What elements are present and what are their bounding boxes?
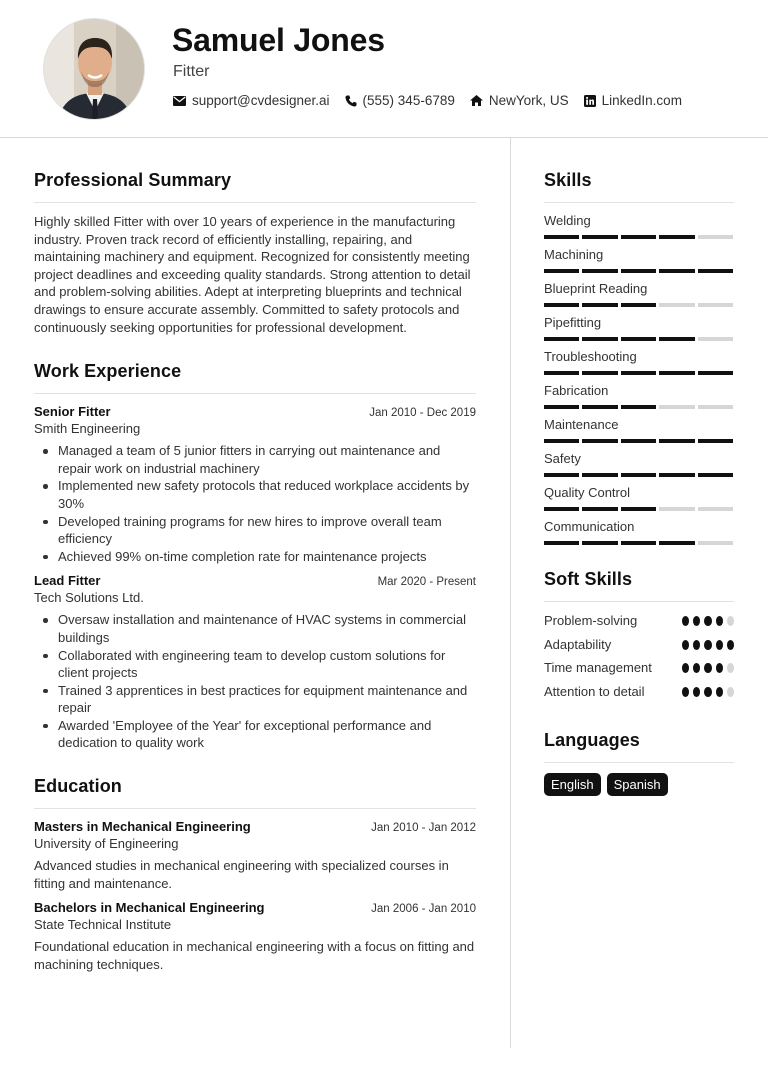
skill-level-segment	[698, 541, 733, 545]
job-bullet: Managed a team of 5 junior fitters in carrying out maintenance and repair work on industrial machinery	[58, 442, 476, 477]
skill-level-segment	[582, 235, 617, 239]
skill-name: Safety	[544, 451, 581, 466]
contact-phone[interactable]	[345, 93, 455, 108]
linkedin-icon	[584, 95, 596, 107]
skill-level-segment	[582, 303, 617, 307]
soft-skill-name: Problem-solving	[544, 613, 638, 628]
skill-level-bar	[544, 337, 733, 341]
rating-dot	[682, 687, 689, 697]
rating-dot	[693, 687, 700, 697]
skill-level-segment	[698, 439, 733, 443]
skill-level-segment	[698, 235, 733, 239]
skill-level-segment	[621, 269, 656, 273]
degree-title: Masters in Mechanical Engineering	[34, 819, 251, 835]
skill-item	[544, 315, 734, 341]
skill-name: Fabrication	[544, 383, 609, 398]
skill-level-segment	[544, 235, 579, 239]
job-bullets	[34, 442, 476, 565]
skill-level-segment	[698, 337, 733, 341]
rating-dot	[727, 687, 734, 697]
skill-level-segment	[544, 269, 579, 273]
rating-dot	[716, 616, 723, 626]
soft-skill-name: Time management	[544, 660, 652, 676]
job-bullet: Trained 3 apprentices in best practices for equipment maintenance and repair	[58, 682, 476, 717]
skill-level-segment	[621, 473, 656, 477]
skill-level-segment	[582, 371, 617, 375]
experience-heading: Work Experience	[34, 361, 476, 394]
contact-location-text: NewYork, US	[488, 93, 569, 108]
education-description: Advanced studies in mechanical engineering with specialized courses in fitting and maintenance.	[34, 858, 449, 891]
job-bullet: Collaborated with engineering team to develop custom solutions for client projects	[58, 647, 476, 682]
rating-dot	[704, 616, 711, 626]
skill-level-segment	[659, 439, 694, 443]
skill-level-segment	[621, 371, 656, 375]
skill-level-segment	[698, 405, 733, 409]
rating-dot	[704, 663, 711, 673]
job-bullet: Achieved 99% on-time completion rate for maintenance projects	[58, 548, 476, 566]
skill-level-segment	[659, 235, 694, 239]
skill-level-segment	[698, 507, 733, 511]
phone-icon	[345, 95, 357, 107]
education-entry-head	[34, 819, 476, 834]
skill-name: Blueprint Reading	[544, 281, 648, 296]
skill-name: Maintenance	[544, 417, 619, 432]
rating-dot	[716, 663, 723, 673]
rating-dot	[693, 640, 700, 650]
soft-skill-name: Attention to detail	[544, 683, 645, 699]
skill-item	[544, 349, 734, 375]
soft-skill-item	[544, 612, 734, 630]
skill-level-segment	[582, 439, 617, 443]
email-icon	[173, 96, 186, 106]
contact-location	[470, 93, 569, 108]
soft-skill-name: Adaptability	[544, 636, 612, 652]
contact-linkedin-text: LinkedIn.com	[601, 93, 682, 108]
home-icon	[470, 95, 483, 106]
rating-dot	[693, 663, 700, 673]
professional-summary-section	[34, 170, 476, 336]
skill-level-bar	[544, 473, 733, 477]
education-entry	[34, 900, 476, 973]
job-title: Lead Fitter	[34, 573, 101, 589]
job-bullet: Awarded 'Employee of the Year' for exceptional performance and dedication to quality work	[58, 717, 476, 752]
skills-heading: Skills	[544, 170, 734, 203]
skill-item	[544, 213, 734, 239]
skills-list	[544, 213, 734, 545]
contact-linkedin[interactable]	[584, 93, 682, 108]
skill-level-segment	[544, 303, 579, 307]
education-section	[34, 776, 476, 973]
skill-level-segment	[659, 405, 694, 409]
soft-skill-rating	[682, 659, 734, 677]
education-entry	[34, 819, 476, 892]
education-heading: Education	[34, 776, 476, 809]
skill-level-segment	[659, 269, 694, 273]
skill-level-segment	[621, 507, 656, 511]
job-company: Smith Engineering	[34, 421, 141, 437]
skill-level-segment	[544, 473, 579, 477]
skill-level-segment	[659, 371, 694, 375]
work-experience-section	[34, 361, 476, 752]
rating-dot	[716, 640, 723, 650]
sidebar-column	[544, 170, 734, 796]
skill-level-segment	[659, 473, 694, 477]
job-dates: Jan 2010 - Dec 2019	[369, 407, 476, 420]
job-entry-head	[34, 404, 476, 419]
skill-item	[544, 417, 734, 443]
job-company: Tech Solutions Ltd.	[34, 590, 144, 606]
languages-section	[544, 730, 734, 796]
school-name: State Technical Institute	[34, 917, 172, 933]
education-dates: Jan 2006 - Jan 2010	[371, 903, 476, 916]
skill-level-bar	[544, 371, 733, 375]
rating-dot	[716, 687, 723, 697]
skill-level-bar	[544, 235, 733, 239]
contact-email-text: support@cvdesigner.ai	[192, 93, 330, 108]
skill-level-segment	[582, 473, 617, 477]
degree-title: Bachelors in Mechanical Engineering	[34, 900, 265, 916]
skill-level-segment	[659, 303, 694, 307]
job-entry	[34, 404, 476, 565]
rating-dot	[727, 616, 734, 626]
skill-level-segment	[659, 507, 694, 511]
rating-dot	[704, 640, 711, 650]
skill-name: Welding	[544, 213, 591, 228]
rating-dot	[727, 640, 734, 650]
languages-list	[544, 773, 734, 796]
skill-level-bar	[544, 541, 733, 545]
job-bullets	[34, 611, 476, 752]
skill-level-segment	[544, 541, 579, 545]
main-column	[34, 170, 476, 973]
skill-level-segment	[659, 337, 694, 341]
job-dates: Mar 2020 - Present	[377, 576, 476, 589]
soft-skill-rating	[682, 612, 734, 630]
skill-name: Quality Control	[544, 485, 630, 500]
skill-level-bar	[544, 269, 733, 273]
languages-heading: Languages	[544, 730, 734, 763]
rating-dot	[682, 616, 689, 626]
contact-phone-text: (555) 345-6789	[362, 93, 455, 108]
profile-photo	[43, 18, 145, 120]
skill-level-bar	[544, 507, 733, 511]
soft-skills-section	[544, 569, 734, 700]
skill-level-segment	[582, 337, 617, 341]
skill-level-segment	[698, 473, 733, 477]
skill-level-segment	[544, 371, 579, 375]
skill-name: Pipefitting	[544, 315, 602, 330]
skill-item	[544, 281, 734, 307]
skill-level-segment	[582, 507, 617, 511]
contact-list	[173, 93, 697, 108]
language-tag: English	[544, 773, 601, 796]
rating-dot	[704, 687, 711, 697]
soft-skill-item	[544, 683, 734, 701]
skill-level-segment	[621, 303, 656, 307]
job-entry	[34, 573, 476, 752]
contact-email[interactable]	[173, 93, 330, 108]
skill-level-segment	[544, 337, 579, 341]
education-dates: Jan 2010 - Jan 2012	[371, 822, 476, 835]
rating-dot	[682, 640, 689, 650]
job-bullet: Developed training programs for new hires to improve overall team efficiency	[58, 513, 476, 548]
skill-level-segment	[544, 405, 579, 409]
skill-level-bar	[544, 405, 733, 409]
resume-header	[0, 0, 768, 138]
skill-level-segment	[582, 405, 617, 409]
skill-level-segment	[698, 303, 733, 307]
skill-level-segment	[698, 371, 733, 375]
summary-heading: Professional Summary	[34, 170, 476, 203]
language-tag: Spanish	[607, 773, 668, 796]
skill-level-segment	[698, 269, 733, 273]
skill-level-segment	[659, 541, 694, 545]
soft-skill-item	[544, 659, 734, 677]
skill-level-segment	[621, 439, 656, 443]
job-bullet: Oversaw installation and maintenance of HVAC systems in commercial buildings	[58, 611, 476, 646]
education-entry-head	[34, 900, 476, 915]
skill-name: Communication	[544, 519, 635, 534]
soft-skills-heading: Soft Skills	[544, 569, 734, 602]
job-title: Senior Fitter	[34, 404, 111, 420]
skill-level-segment	[621, 235, 656, 239]
skill-level-segment	[621, 541, 656, 545]
skill-name: Machining	[544, 247, 604, 262]
skill-level-bar	[544, 439, 733, 443]
summary-text: Highly skilled Fitter with over 10 years of experience in the manufacturing industry. Proven track record of efficiently installing, repairing, and maintaining machinery and equipment. Recognized for consistently meeting project deadlines and exceeding quality standards. Strong attention to detail and problem-solving abilities. Adept at interpreting blueprints and technical drawings to ensure accurate assembly. Committed to safety protocols and continuously seeking opportunities for professional development.	[34, 214, 471, 335]
rating-dot	[727, 663, 734, 673]
school-name: University of Engineering	[34, 836, 179, 852]
skill-item	[544, 383, 734, 409]
education-description: Foundational education in mechanical engineering with a focus on fitting and machining techniques.	[34, 939, 475, 972]
soft-skill-rating	[682, 636, 734, 654]
soft-skills-list	[544, 612, 734, 700]
skill-level-segment	[621, 405, 656, 409]
job-entry-head	[34, 573, 476, 588]
skill-level-segment	[544, 439, 579, 443]
candidate-name: Samuel Jones	[172, 22, 385, 58]
skill-item	[544, 485, 734, 511]
skill-level-segment	[582, 269, 617, 273]
skill-name: Troubleshooting	[544, 349, 637, 364]
skill-item	[544, 247, 734, 273]
skill-level-segment	[582, 541, 617, 545]
soft-skill-item	[544, 636, 734, 654]
soft-skill-rating	[682, 683, 734, 701]
skill-item	[544, 519, 734, 545]
skills-section	[544, 170, 734, 545]
skill-level-segment	[621, 337, 656, 341]
job-bullet: Implemented new safety protocols that reduced workplace accidents by 30%	[58, 477, 476, 512]
skill-level-segment	[544, 507, 579, 511]
candidate-job-title: Fitter	[173, 63, 210, 80]
profile-photo-image	[44, 19, 145, 120]
skill-item	[544, 451, 734, 477]
column-divider	[510, 138, 511, 1048]
rating-dot	[693, 616, 700, 626]
skill-level-bar	[544, 303, 733, 307]
rating-dot	[682, 663, 689, 673]
